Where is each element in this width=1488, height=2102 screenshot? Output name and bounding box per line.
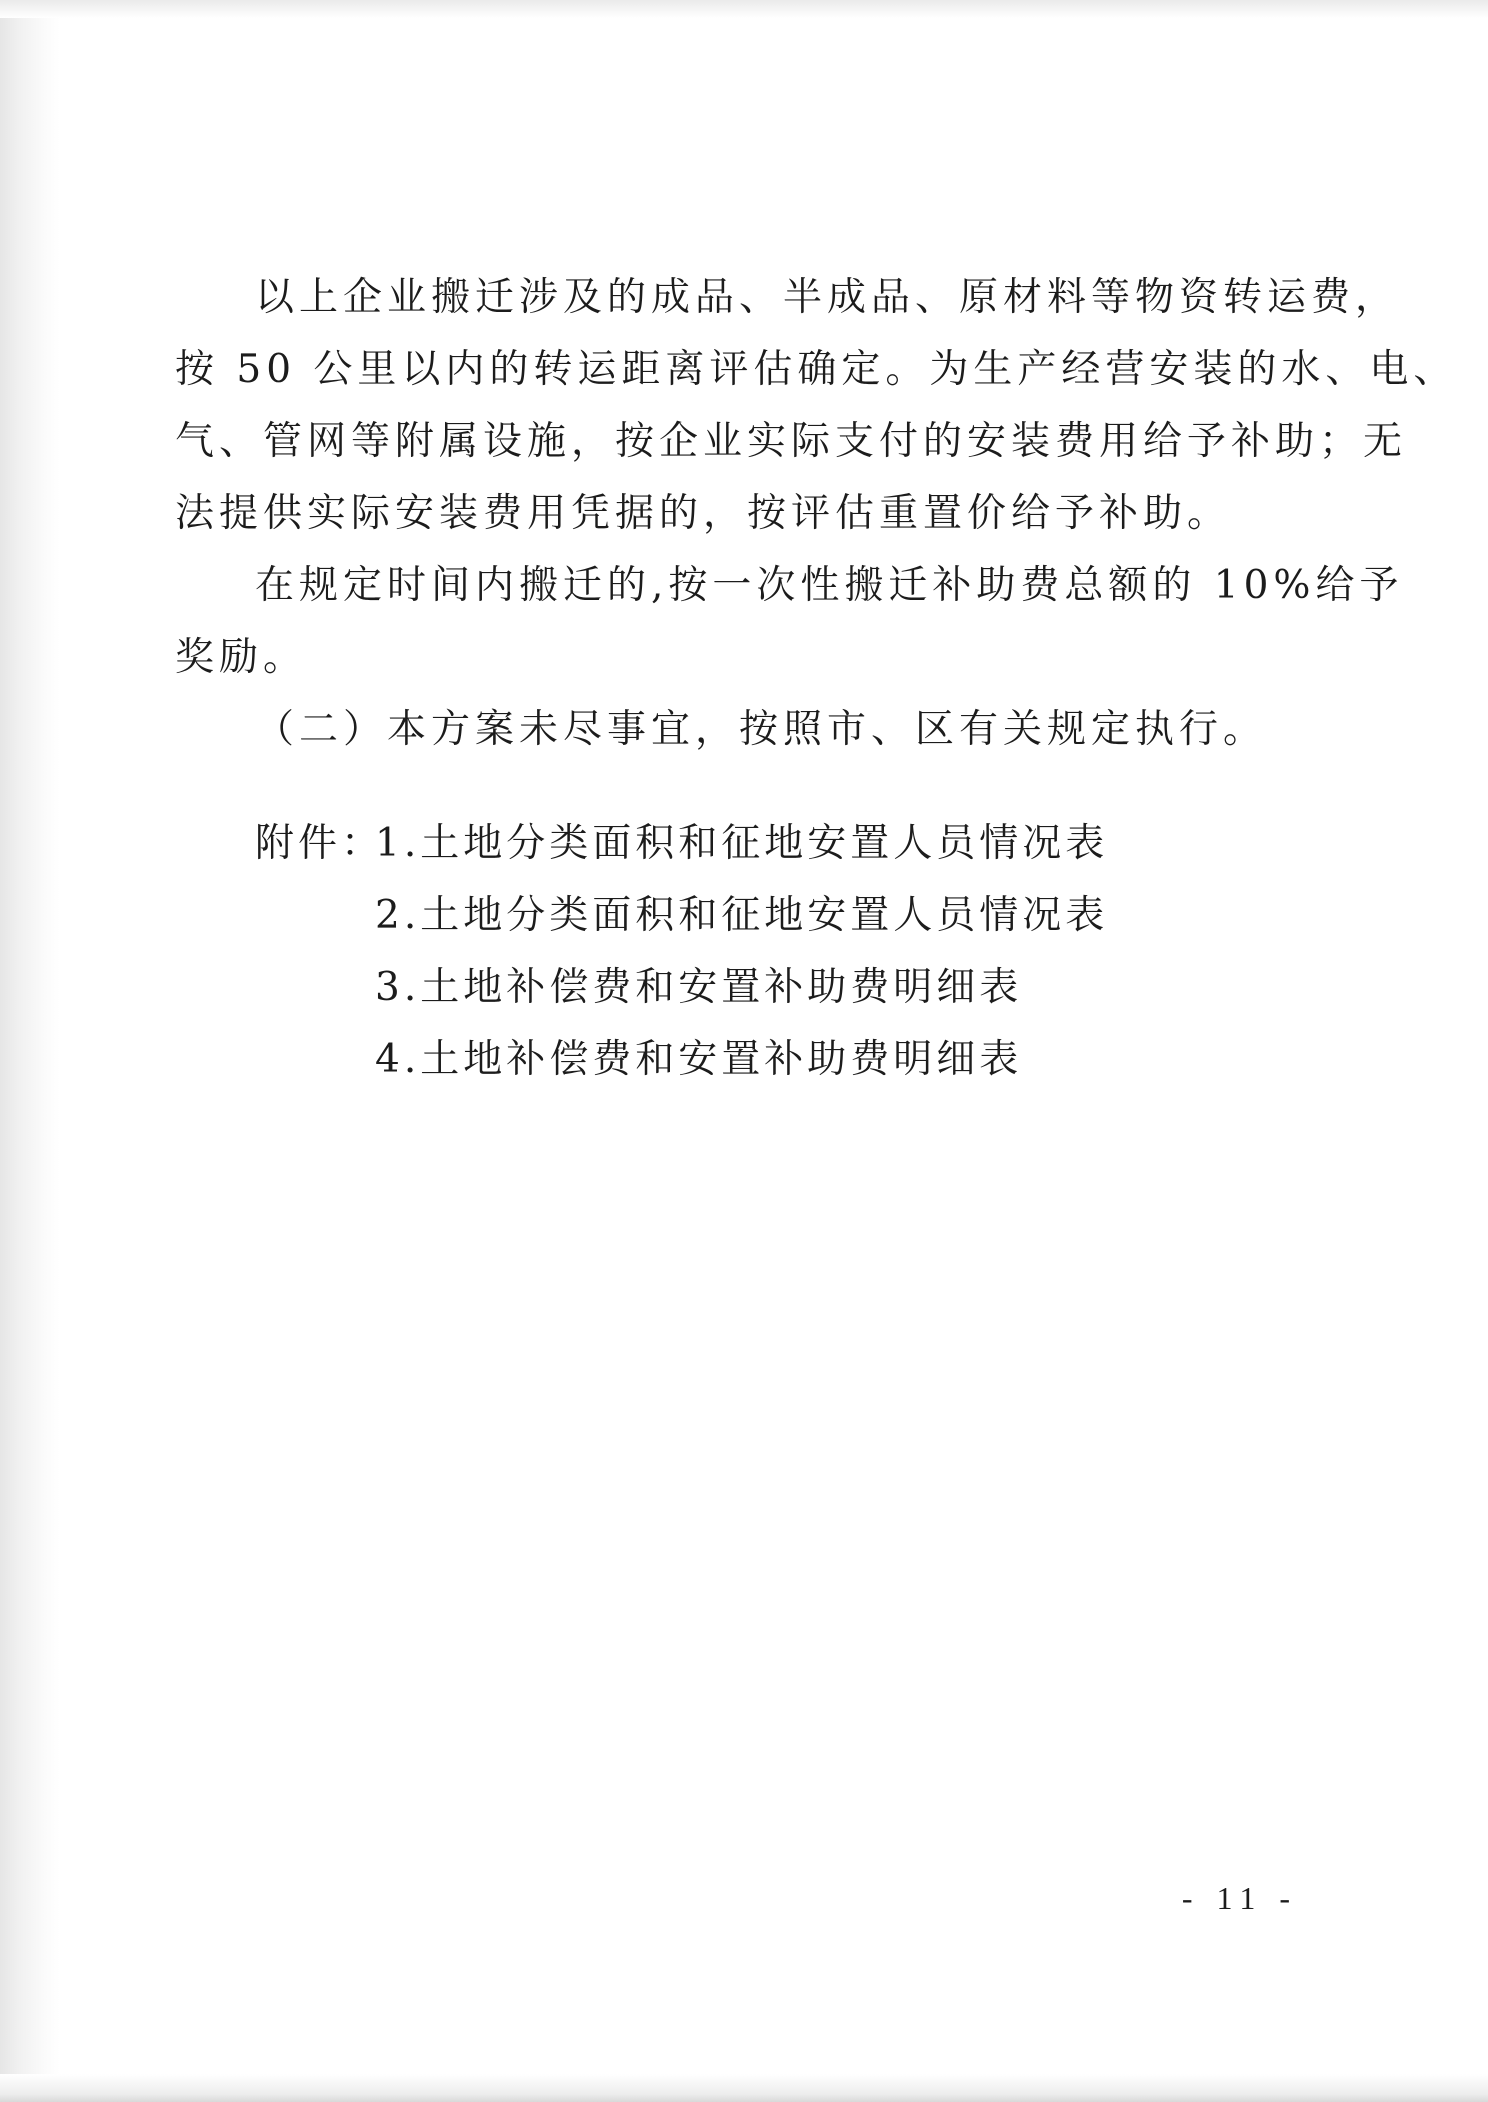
- attachment-item: 3.土地补偿费和安置补助费明细表: [375, 965, 1023, 1010]
- paragraph-line: 按 50 公里以内的转运距离评估确定。为生产经营安装的水、电、: [175, 347, 1458, 392]
- paragraph-line: 气、管网等附属设施，按企业实际支付的安装费用给予补助；无: [175, 419, 1408, 464]
- attachment-item: 1.土地分类面积和征地安置人员情况表: [375, 821, 1109, 866]
- paragraph-line: 以上企业搬迁涉及的成品、半成品、原材料等物资转运费，: [255, 275, 1400, 320]
- attachments-label-spacer: [255, 952, 375, 1024]
- paragraph-line: 奖励。: [175, 635, 308, 680]
- attachment-row: [255, 808, 1275, 880]
- attachment-item: 4.土地补偿费和安置补助费明细表: [375, 1037, 1023, 1082]
- scan-edge-shadow-bottom: [0, 2074, 1488, 2102]
- scan-edge-shadow-top: [0, 0, 1488, 18]
- paragraph-line: 法提供实际安装费用凭据的，按评估重置价给予补助。: [175, 491, 1232, 536]
- attachments-label-spacer: [255, 880, 375, 952]
- attachment-row: [255, 952, 1275, 1024]
- paragraph-other-matters: [175, 694, 1275, 766]
- scan-edge-shadow-left: [0, 0, 60, 2102]
- paragraph-timely-relocation-reward: [175, 550, 1404, 694]
- document-body: [175, 262, 1458, 1096]
- page-number: - 11 -: [1181, 1880, 1298, 1916]
- attachments-list: [175, 808, 1275, 1096]
- attachments-label-spacer: [255, 1024, 375, 1096]
- paragraph-relocation-costs: [175, 262, 1458, 550]
- paragraph-line: （二）本方案未尽事宜，按照市、区有关规定执行。: [255, 707, 1268, 752]
- attachment-row: [255, 880, 1275, 952]
- attachment-row: [255, 1024, 1275, 1096]
- attachment-item: 2.土地分类面积和征地安置人员情况表: [375, 893, 1109, 938]
- attachments-label: 附件：: [255, 821, 385, 866]
- paragraph-line: 在规定时间内搬迁的,按一次性搬迁补助费总额的 10%给予: [255, 563, 1404, 608]
